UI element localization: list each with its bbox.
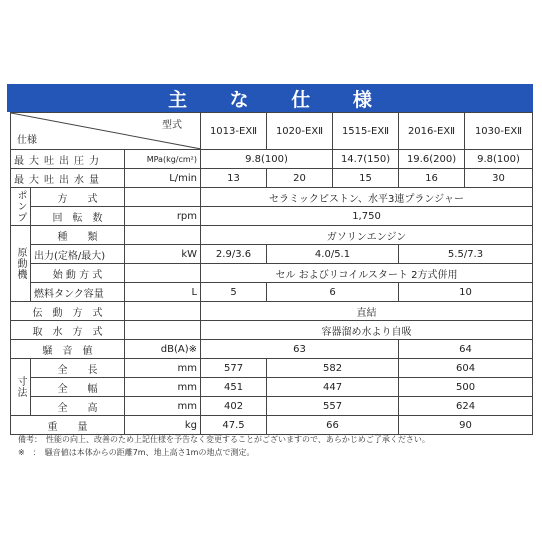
value-cell: 1,750 (201, 207, 533, 226)
model-header: 1020-EXⅡ (267, 113, 333, 150)
spec-title-banner (7, 84, 533, 112)
row-label: 最大吐出圧力 (11, 150, 125, 169)
max-flow-row (11, 169, 533, 188)
row-label: 全 長 (31, 359, 125, 378)
engine-start-row (11, 264, 533, 283)
model-header: 2016-EXⅡ (399, 113, 465, 150)
row-unit: MPa(kg/cm²) (125, 150, 201, 169)
value-cell: 9.8(100) (201, 150, 333, 169)
value-cell: 66 (267, 416, 399, 435)
row-unit: mm (125, 378, 201, 397)
header-corner (11, 113, 201, 150)
value-cell: 14.7(150) (333, 150, 399, 169)
row-unit (125, 226, 201, 245)
row-label: 最大吐出水量 (11, 169, 125, 188)
value-cell: 577 (201, 359, 267, 378)
value-cell: 557 (267, 397, 399, 416)
row-unit: L/min (125, 169, 201, 188)
value-cell: 500 (399, 378, 533, 397)
value-cell: 6 (267, 283, 399, 302)
corner-spec-label: 仕様 (17, 135, 37, 146)
value-cell: 30 (465, 169, 533, 188)
width-row (11, 378, 533, 397)
model-header: 1013-EXⅡ (201, 113, 267, 150)
pump-rpm-row (11, 207, 533, 226)
row-label: 回 転 数 (31, 207, 125, 226)
noise-row (11, 340, 533, 359)
value-cell: 5 (201, 283, 267, 302)
row-unit: rpm (125, 207, 201, 226)
row-label: 伝 動 方 式 (11, 302, 125, 321)
row-unit: kg (125, 416, 201, 435)
length-row (11, 359, 533, 378)
value-cell: セラミックピストン、水平3連プランジャー (201, 188, 533, 207)
fuel-tank-row (11, 283, 533, 302)
row-unit: mm (125, 359, 201, 378)
value-cell: 10 (399, 283, 533, 302)
row-label: 方 式 (31, 188, 125, 207)
row-unit (125, 321, 201, 340)
value-cell: 402 (201, 397, 267, 416)
row-unit (125, 264, 201, 283)
row-label: 燃料タンク容量 (31, 283, 125, 302)
value-cell: 16 (399, 169, 465, 188)
header-row (11, 113, 533, 150)
value-cell: 63 (201, 340, 399, 359)
value-cell: セル およびリコイルスタート 2方式併用 (201, 264, 533, 283)
row-label: 取 水 方 式 (11, 321, 125, 340)
engine-group-label: 原動機 (11, 226, 31, 302)
max-pressure-row (11, 150, 533, 169)
row-unit (125, 188, 201, 207)
model-header: 1030-EXⅡ (465, 113, 533, 150)
spec-table (10, 112, 533, 435)
pump-type-row (11, 188, 533, 207)
row-label: 全 幅 (31, 378, 125, 397)
value-cell: 20 (267, 169, 333, 188)
value-cell: 19.6(200) (399, 150, 465, 169)
engine-kind-row (11, 226, 533, 245)
corner-model-label: 型式 (162, 120, 183, 131)
weight-row (11, 416, 533, 435)
value-cell: 5.5/7.3 (399, 245, 533, 264)
value-cell: 582 (267, 359, 399, 378)
value-cell: 64 (399, 340, 533, 359)
noise-measurement-note: ※ ： 騒音値は本体からの距離7m、地上高さ1mの地点で測定。 (18, 448, 255, 457)
row-label: 全 高 (31, 397, 125, 416)
value-cell: 4.0/5.1 (267, 245, 399, 264)
value-cell: 447 (267, 378, 399, 397)
value-cell: ガソリンエンジン (201, 226, 533, 245)
value-cell: 13 (201, 169, 267, 188)
value-cell: 直結 (201, 302, 533, 321)
row-unit: mm (125, 397, 201, 416)
value-cell: 47.5 (201, 416, 267, 435)
value-cell: 604 (399, 359, 533, 378)
row-label: 重 量 (11, 416, 125, 435)
row-label: 種 類 (31, 226, 125, 245)
remarks-note: 備考： 性能の向上、改善のため上記仕様を予告なく変更することがございますので、あらかじめご了承ください。 (18, 435, 430, 444)
row-label: 始 動 方 式 (31, 264, 125, 283)
pump-group-label: ポンプ (11, 188, 31, 226)
value-cell: 2.9/3.6 (201, 245, 267, 264)
model-header: 1515-EXⅡ (333, 113, 399, 150)
engine-output-row (11, 245, 533, 264)
value-cell: 90 (399, 416, 533, 435)
row-unit: L (125, 283, 201, 302)
dimension-group-label: 寸法 (11, 359, 31, 416)
row-unit: kW (125, 245, 201, 264)
row-label: 出力(定格/最大) (31, 245, 125, 264)
water-intake-row (11, 321, 533, 340)
transmission-row (11, 302, 533, 321)
value-cell: 624 (399, 397, 533, 416)
value-cell: 9.8(100) (465, 150, 533, 169)
row-unit: dB(A)※ (125, 340, 201, 359)
value-cell: 容器溜め水より自吸 (201, 321, 533, 340)
row-unit (125, 302, 201, 321)
height-row (11, 397, 533, 416)
value-cell: 451 (201, 378, 267, 397)
value-cell: 15 (333, 169, 399, 188)
spec-title: 主 な 仕 様 (168, 88, 390, 111)
row-label: 騒 音 値 (11, 340, 125, 359)
